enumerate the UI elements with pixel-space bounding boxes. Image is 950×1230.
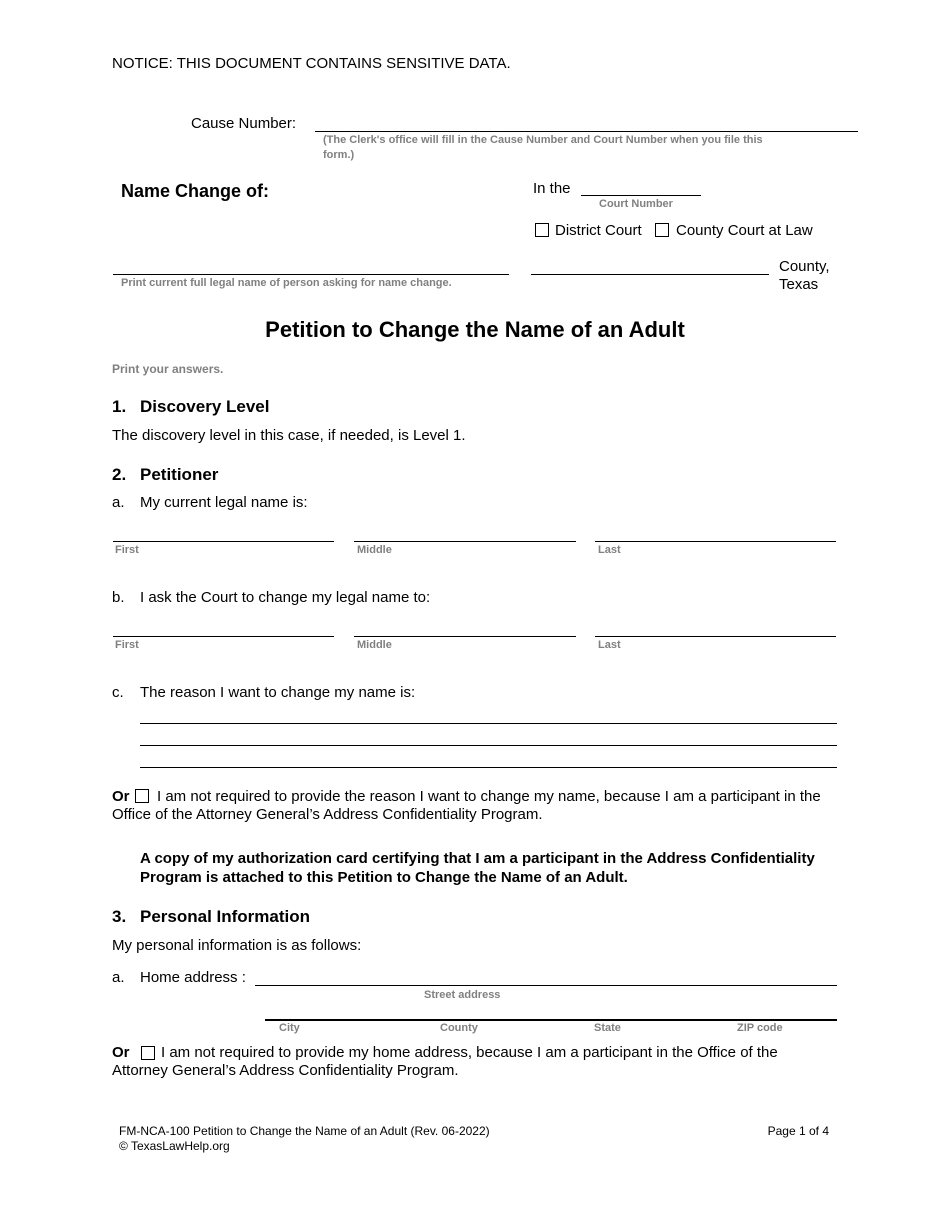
- last-label: Last: [598, 639, 621, 651]
- cause-note-line2: form.): [323, 149, 355, 161]
- first-label: First: [115, 639, 139, 651]
- new-first-name-field[interactable]: [113, 636, 334, 637]
- new-last-name-field[interactable]: [595, 636, 836, 637]
- cause-note-line1: (The Clerk's office will fill in the Cause Number and Court Number when you file this: [323, 134, 763, 146]
- discovery-level-text: The discovery level in this case, if needed, is Level 1.: [112, 427, 466, 444]
- page-title: Petition to Change the Name of an Adult: [265, 317, 685, 342]
- district-court-label: District Court: [555, 222, 642, 239]
- county-court-label: County Court at Law: [676, 222, 813, 239]
- current-name-field[interactable]: [113, 274, 509, 275]
- section-2-heading: 2. Petitioner: [112, 465, 219, 484]
- item-2a: a. My current legal name is:: [112, 494, 308, 511]
- county-label: County,: [779, 258, 830, 275]
- reason-exemption-line2: Office of the Attorney General’s Address Confidentiality Program.: [112, 806, 543, 823]
- district-court-checkbox[interactable]: [535, 223, 549, 237]
- page-number: Page 1 of 4: [767, 1124, 829, 1138]
- cause-number-field[interactable]: [315, 131, 858, 132]
- footer-copyright: © TexasLawHelp.org: [119, 1139, 230, 1153]
- address-exemption-text: I am not required to provide my home address, because I am a participant in the Office of the: [161, 1044, 778, 1061]
- authorization-note-line1: A copy of my authorization card certifying that I am a participant in the Address Confidentiality: [140, 850, 815, 867]
- court-number-field[interactable]: [581, 195, 701, 196]
- middle-label: Middle: [357, 544, 392, 556]
- in-the-label: In the: [533, 180, 571, 197]
- cause-number-label: Cause Number:: [191, 115, 297, 132]
- last-label: Last: [598, 544, 621, 556]
- authorization-note-line2: Program is attached to this Petition to Change the Name of an Adult.: [140, 869, 628, 886]
- reason-exemption-checkbox[interactable]: [135, 789, 149, 803]
- address-exemption-checkbox[interactable]: [141, 1046, 155, 1060]
- county-field[interactable]: [531, 274, 769, 275]
- footer-form-id: FM-NCA-100 Petition to Change the Name of an Adult (Rev. 06-2022): [119, 1124, 490, 1138]
- reason-line-1[interactable]: [140, 723, 837, 724]
- address-exemption-or: Or: [112, 1044, 130, 1061]
- street-address-field[interactable]: [255, 985, 837, 986]
- reason-line-3[interactable]: [140, 767, 837, 768]
- personal-info-intro: My personal information is as follows:: [112, 937, 362, 954]
- city-label: City: [279, 1022, 300, 1034]
- address-exemption-line2: Attorney General’s Address Confidentiality Program.: [112, 1062, 459, 1079]
- reason-line-2[interactable]: [140, 745, 837, 746]
- reason-exemption-text: I am not required to provide the reason I want to change my name, because I am a participant in the: [157, 788, 821, 805]
- current-first-name-field[interactable]: [113, 541, 334, 542]
- court-number-label: Court Number: [599, 198, 673, 210]
- texas-label: Texas: [779, 276, 819, 293]
- current-middle-name-field[interactable]: [354, 541, 576, 542]
- middle-label: Middle: [357, 639, 392, 651]
- current-last-name-field[interactable]: [595, 541, 836, 542]
- street-address-label: Street address: [424, 989, 501, 1001]
- current-name-hint: Print current full legal name of person asking for name change.: [121, 277, 452, 289]
- name-change-label: Name Change of:: [121, 181, 270, 201]
- new-middle-name-field[interactable]: [354, 636, 576, 637]
- zip-label: ZIP code: [737, 1022, 783, 1034]
- county-address-label: County: [440, 1022, 478, 1034]
- county-court-checkbox[interactable]: [655, 223, 669, 237]
- section-1-heading: 1. Discovery Level: [112, 397, 270, 416]
- item-3a: a. Home address :: [112, 969, 246, 986]
- state-label: State: [594, 1022, 621, 1034]
- item-2b: b. I ask the Court to change my legal name to:: [112, 589, 431, 606]
- instructions: Print your answers.: [112, 362, 224, 376]
- sensitive-data-notice: NOTICE: THIS DOCUMENT CONTAINS SENSITIVE DATA.: [112, 55, 511, 72]
- item-2c: c. The reason I want to change my name is:: [112, 684, 416, 701]
- first-label: First: [115, 544, 139, 556]
- reason-exemption-line1: Or: [112, 788, 130, 805]
- section-3-heading: 3. Personal Information: [112, 907, 311, 926]
